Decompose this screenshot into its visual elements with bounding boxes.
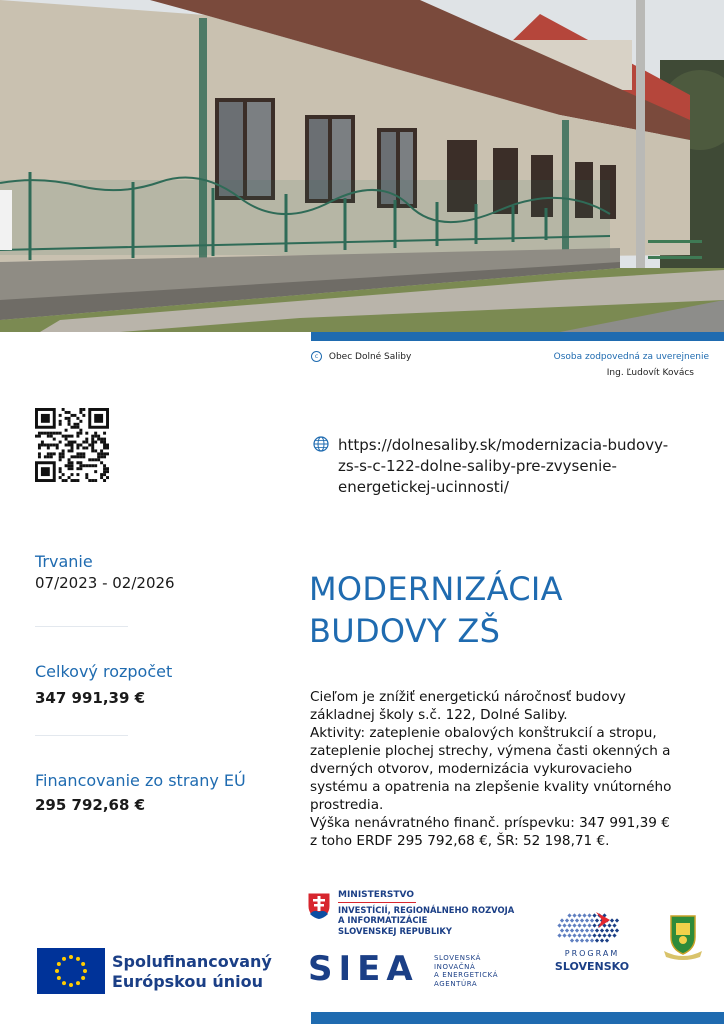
title-line: BUDOVY ZŠ (309, 612, 501, 650)
url-line[interactable]: https://dolnesaliby.sk/modernizacia-budovy- (338, 436, 669, 454)
project-description (310, 688, 715, 850)
project-title (309, 568, 709, 652)
siea-line: A ENERGETICKÁ (434, 971, 499, 979)
program-slovensko-logo (552, 908, 632, 974)
slovak-coat-of-arms-icon (307, 892, 331, 920)
description-line: prostredia. (310, 797, 384, 813)
description-line: Výška nenávratného finanč. príspevku: 347 991,39 € (310, 815, 670, 831)
siea-wordmark: SIEA (308, 949, 419, 989)
url-line[interactable]: energetickej-ucinnosti/ (338, 478, 509, 496)
eu-flag-icon (37, 948, 105, 994)
eu-funding-value: 295 792,68 € (35, 796, 146, 814)
budget-label: Celkový rozpočet (35, 662, 173, 681)
description-line: dverných otvorov, modernizácia vykurovacieho (310, 761, 633, 777)
responsible-person-name: Ing. Ľudovít Kovács (606, 368, 694, 378)
duration-value: 07/2023 - 02/2026 (35, 574, 175, 592)
responsible-person-label: Osoba zodpovedná za uverejnenie (553, 352, 709, 362)
ministry-line: SLOVENSKEJ REPUBLIKY (338, 925, 452, 936)
description-line: Cieľom je znížiť energetickú náročnosť budovy (310, 689, 626, 705)
program-line: SLOVENSKO (554, 960, 630, 973)
globe-icon (313, 436, 329, 452)
divider (35, 735, 128, 736)
ministry-logo (307, 889, 527, 939)
title-line: MODERNIZÁCIA (309, 570, 563, 608)
description-line: systému a opatrenia na zlepšenie kvality vnútorného (310, 779, 672, 795)
description-line: základnej školy s.č. 122, Dolné Saliby. (310, 707, 568, 723)
siea-line: AGENTÚRA (434, 979, 478, 988)
eu-funding-label: Financovanie zo strany EÚ (35, 771, 246, 790)
description-line: z toho ERDF 295 792,68 €, ŠR: 52 198,71 €. (310, 833, 610, 849)
photo-credit (311, 351, 411, 362)
accent-bar-bottom (311, 1012, 724, 1024)
program-slovensko-icon (554, 908, 630, 944)
url-line[interactable]: zs-s-c-122-dolne-saliby-pre-zvysenie- (338, 457, 617, 475)
divider (35, 626, 128, 627)
municipality-crest (662, 913, 704, 963)
ministry-line: INVESTÍCIÍ, REGIONÁLNEHO ROZVOJA (338, 904, 515, 915)
crest-icon (662, 913, 704, 963)
description-line: Aktivity: zateplenie obalových konštrukcií a stropu, (310, 725, 657, 741)
ministry-line: A INFORMATIZÁCIE (338, 915, 428, 925)
duration-label: Trvanie (35, 552, 93, 571)
eu-logo-line: Európskou úniou (112, 972, 263, 991)
eu-logo (37, 948, 277, 994)
siea-logo (308, 949, 508, 992)
school-building-photo (0, 0, 724, 332)
photo-credit-text: Obec Dolné Saliby (328, 351, 412, 362)
web-link[interactable] (313, 435, 713, 498)
qr-code[interactable] (35, 408, 109, 482)
description-line: zateplenie plochej strechy, výmena časti okenných a (310, 743, 671, 759)
eu-logo-line: Spolufinancovaný (112, 952, 272, 971)
copyright-icon: c (311, 351, 322, 362)
budget-value: 347 991,39 € (35, 689, 146, 707)
siea-line: INOVAČNÁ (434, 962, 476, 971)
program-line: PROGRAM (564, 949, 620, 958)
ministry-line: MINISTERSTVO (338, 890, 414, 900)
siea-line: SLOVENSKÁ (434, 954, 482, 962)
accent-bar-top (311, 332, 724, 341)
